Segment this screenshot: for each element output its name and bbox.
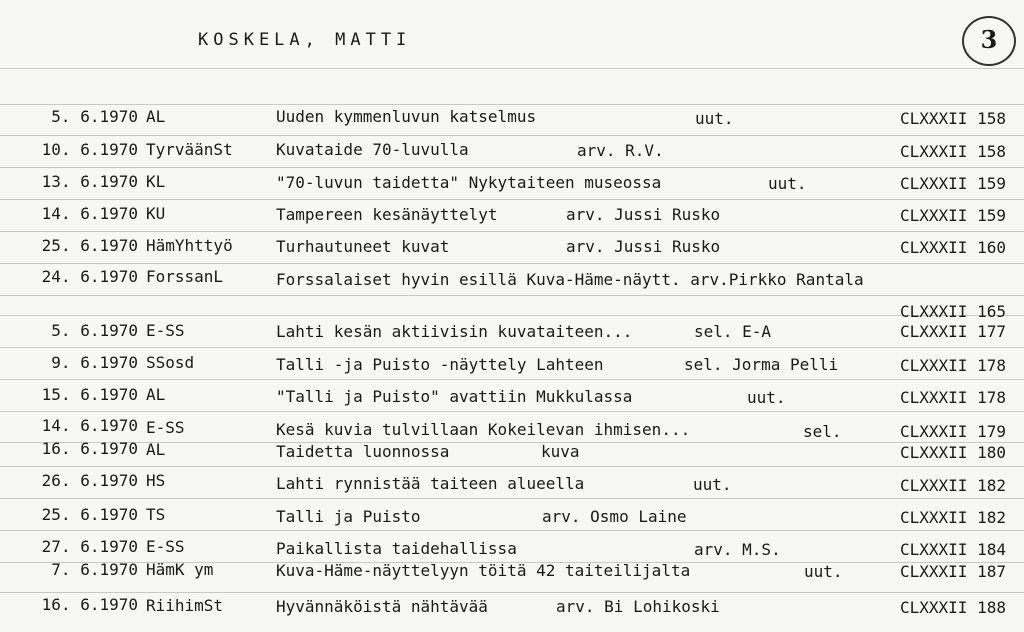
entry-reference: CLXXXII 158 bbox=[900, 142, 1006, 161]
rule-line bbox=[0, 466, 1024, 467]
entry-note: kuva bbox=[541, 442, 580, 461]
entry-source: AL bbox=[146, 385, 166, 404]
entry-note: uut. bbox=[747, 388, 786, 407]
entry-source: HämYhttyö bbox=[146, 236, 233, 255]
entry-reference: CLXXXII 159 bbox=[900, 174, 1006, 193]
entry-note: uut. bbox=[804, 562, 843, 581]
rule-line bbox=[0, 167, 1024, 168]
page-number-circle: 3 bbox=[962, 16, 1016, 66]
entry-note: arv. Bi Lohikoski bbox=[556, 597, 720, 616]
entry-reference: CLXXXII 182 bbox=[900, 508, 1006, 527]
entry-title: Tampereen kesänäyttelyt bbox=[276, 205, 498, 224]
entry-title: Lahti kesän aktiivisin kuvataiteen... bbox=[276, 322, 633, 341]
rule-line bbox=[0, 592, 1024, 593]
entry-source: E-SS bbox=[146, 321, 185, 340]
entry-source: KL bbox=[146, 172, 166, 191]
entry-note: arv. R.V. bbox=[577, 141, 664, 160]
entry-date: 25. 6.1970 bbox=[41, 236, 138, 255]
rule-line bbox=[0, 135, 1024, 136]
entry-source: E-SS bbox=[146, 537, 185, 556]
rule-line bbox=[0, 498, 1024, 499]
entry-title: Kuva-Häme-näyttelyyn töitä 42 taiteilijalta bbox=[276, 561, 691, 580]
rule-line bbox=[0, 315, 1024, 316]
entry-source: TyrväänSt bbox=[146, 140, 233, 159]
entry-date: 14. 6.1970 bbox=[41, 204, 138, 223]
entry-date: 25. 6.1970 bbox=[41, 505, 138, 524]
entry-reference: CLXXXII 178 bbox=[900, 356, 1006, 375]
entry-title: Kesä kuvia tulvillaan Kokeilevan ihmisen... bbox=[276, 420, 691, 439]
entry-date: 9. 6.1970 bbox=[51, 353, 138, 372]
rule-line bbox=[0, 530, 1024, 531]
entry-title: Talli ja Puisto bbox=[276, 507, 421, 526]
entry-note: arv. M.S. bbox=[694, 540, 781, 559]
entry-reference: CLXXXII 188 bbox=[900, 598, 1006, 617]
entry-reference: CLXXXII 177 bbox=[900, 322, 1006, 341]
entry-source: SSosd bbox=[146, 353, 195, 372]
entry-source: KU bbox=[146, 204, 166, 223]
rule-line bbox=[0, 379, 1024, 380]
entry-reference: CLXXXII 187 bbox=[900, 562, 1006, 581]
entry-reference: CLXXXII 180 bbox=[900, 443, 1006, 462]
entry-reference: CLXXXII 165 bbox=[900, 302, 1006, 321]
rule-line bbox=[0, 295, 1024, 296]
entry-date: 5. 6.1970 bbox=[51, 107, 138, 126]
entry-title: Taidetta luonnossa bbox=[276, 442, 450, 461]
entry-date: 14. 6.1970 bbox=[41, 416, 138, 435]
rule-line bbox=[0, 263, 1024, 264]
rule-line bbox=[0, 199, 1024, 200]
entry-date: 16. 6.1970 bbox=[41, 595, 138, 614]
entry-title: Uuden kymmenluvun katselmus bbox=[276, 107, 537, 126]
entry-source: TS bbox=[146, 505, 166, 524]
entry-title: Turhautuneet kuvat bbox=[276, 237, 450, 256]
entry-title: "Talli ja Puisto" avattiin Mukkulassa bbox=[276, 387, 633, 406]
entry-source: AL bbox=[146, 107, 166, 126]
entry-reference: CLXXXII 160 bbox=[900, 238, 1006, 257]
entry-title: Paikallista taidehallissa bbox=[276, 539, 517, 558]
entry-reference: CLXXXII 182 bbox=[900, 476, 1006, 495]
entry-title: Forssalaiset hyvin esillä Kuva-Häme-näytt. arv.Pirkko Rantala bbox=[276, 270, 864, 289]
entry-note: uut. bbox=[693, 475, 732, 494]
entry-source: E-SS bbox=[146, 418, 185, 437]
entry-date: 24. 6.1970 bbox=[41, 267, 138, 286]
entry-source: HS bbox=[146, 471, 166, 490]
entry-reference: CLXXXII 178 bbox=[900, 388, 1006, 407]
entry-note: arv. Osmo Laine bbox=[542, 507, 687, 526]
entry-note: sel. E-A bbox=[694, 322, 772, 341]
entry-title: Lahti rynnistää taiteen alueella bbox=[276, 474, 585, 493]
entry-date: 13. 6.1970 bbox=[41, 172, 138, 191]
entry-date: 16. 6.1970 bbox=[41, 439, 138, 458]
entry-date: 26. 6.1970 bbox=[41, 471, 138, 490]
entry-date: 15. 6.1970 bbox=[41, 385, 138, 404]
entry-title: Hyvännäköistä nähtävää bbox=[276, 597, 488, 616]
entry-reference: CLXXXII 179 bbox=[900, 422, 1006, 441]
entry-reference: CLXXXII 159 bbox=[900, 206, 1006, 225]
entry-date: 5. 6.1970 bbox=[51, 321, 138, 340]
entry-title: Talli -ja Puisto -näyttely Lahteen bbox=[276, 355, 604, 374]
rule-line bbox=[0, 68, 1024, 69]
entry-source: HämK ym bbox=[146, 560, 214, 579]
entry-source: RiihimSt bbox=[146, 596, 224, 615]
rule-line bbox=[0, 347, 1024, 348]
entry-date: 7. 6.1970 bbox=[51, 560, 138, 579]
entry-note: arv. Jussi Rusko bbox=[566, 237, 721, 256]
rule-line bbox=[0, 231, 1024, 232]
entry-note: uut. bbox=[768, 174, 807, 193]
entry-note: sel. bbox=[803, 422, 842, 441]
entry-source: AL bbox=[146, 440, 166, 459]
entry-note: sel. Jorma Pelli bbox=[684, 355, 839, 374]
entry-source: ForssanL bbox=[146, 267, 224, 286]
entry-note: arv. Jussi Rusko bbox=[566, 205, 721, 224]
entry-reference: CLXXXII 184 bbox=[900, 540, 1006, 559]
entry-date: 27. 6.1970 bbox=[41, 537, 138, 556]
entry-date: 10. 6.1970 bbox=[41, 140, 138, 159]
entry-title: "70-luvun taidetta" Nykytaiteen museossa bbox=[276, 173, 662, 192]
entry-reference: CLXXXII 158 bbox=[900, 109, 1006, 128]
card-title: KOSKELA, MATTI bbox=[198, 30, 412, 50]
entry-title: Kuvataide 70-luvulla bbox=[276, 140, 469, 159]
entry-note: uut. bbox=[695, 109, 734, 128]
rule-line bbox=[0, 411, 1024, 412]
rule-line bbox=[0, 104, 1024, 105]
